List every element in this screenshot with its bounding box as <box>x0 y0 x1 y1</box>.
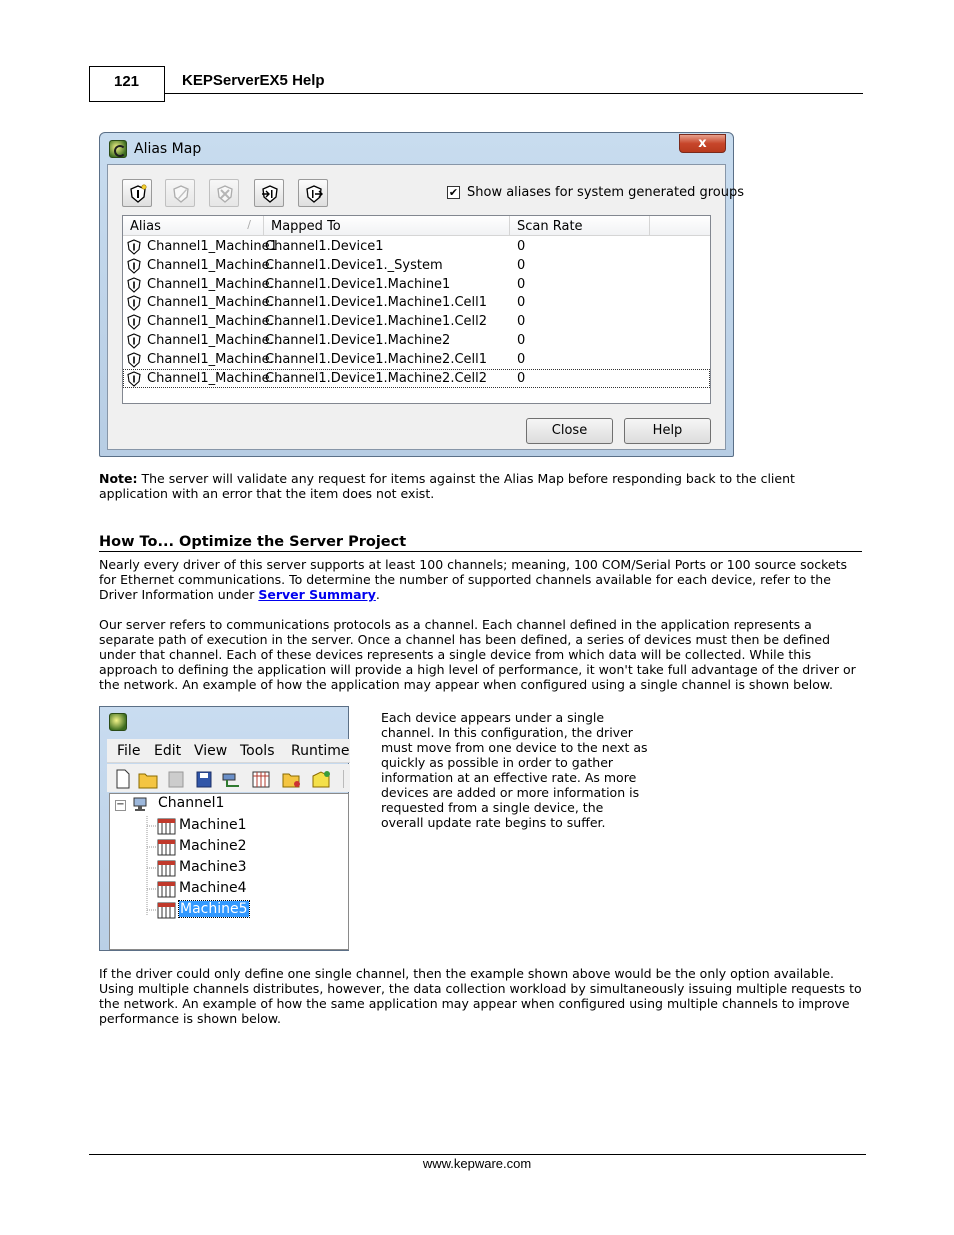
mapped-to-cell: Channel1.Device1.Machine2.Cell1 <box>265 351 488 367</box>
intro-paragraph <box>99 557 864 602</box>
tree-device-3[interactable] <box>179 859 247 875</box>
scan-rate-cell: 0 <box>517 333 526 348</box>
show-aliases-checkbox[interactable]: ✔ <box>448 186 459 199</box>
tree-device-1[interactable] <box>179 817 247 833</box>
menu-edit[interactable]: Edit <box>154 743 182 759</box>
mapped-to-cell: Channel1.Device1.Machine1 <box>265 276 451 292</box>
alias-row[interactable] <box>123 293 710 312</box>
export-alias-button[interactable] <box>298 179 328 207</box>
note-text: The server will validate any request for items against the Alias Map before responding back to the client application with an error that the item does not exist. <box>99 471 795 501</box>
new-device-icon <box>253 772 269 787</box>
new-alias-icon <box>128 184 148 204</box>
menu-view[interactable]: View <box>194 743 228 759</box>
alias-icon <box>126 352 142 368</box>
side-paragraph: Each device appears under a single channel. In this configuration, the driver must move from one device to the next as quickly as possible in order to gather information at an effective rate. As more devices are added or more information is requested from a single device, the overall update rate begins to suffer. <box>381 710 648 830</box>
alias-cell: Channel1_Machine... <box>147 333 282 348</box>
alias-cell: Channel1_Machine... <box>147 314 282 330</box>
device-icon <box>157 818 176 839</box>
alias-icon <box>126 258 142 274</box>
export-alias-icon <box>304 184 324 204</box>
alias-icon <box>126 295 142 311</box>
alias-icon <box>126 277 142 293</box>
save-as-icon <box>197 772 211 787</box>
alias-map-client-area <box>107 164 744 450</box>
note-label: Note: <box>99 471 138 486</box>
close-button[interactable]: Close <box>526 418 613 444</box>
menu-bar <box>107 739 350 763</box>
menu-file[interactable]: File <box>117 743 141 759</box>
mapped-to-cell: Channel1.Device1.Machine2 <box>265 333 451 348</box>
menu-tools[interactable]: Tools <box>240 743 275 759</box>
window-close-button[interactable]: x <box>679 134 726 153</box>
alias-row[interactable] <box>123 369 710 388</box>
new-tag-icon <box>313 771 330 787</box>
scan-rate-cell: 0 <box>517 239 526 254</box>
channel-paragraph: Our server refers to communications protocols as a channel. Each channel defined in the application represents a separate path of execution in the server. Once a channel has been defined, a series of devices must then be defined under that channel. Each of these devices represents a single device from which data will be collected. While this approach to defining the application will provide a high level of performance, it won't take full advantage of the driver or the network. An example of how the application may appear when configured using a single channel is shown below. <box>99 617 856 692</box>
tree-device-label: Machine4 <box>179 880 247 896</box>
header-rule <box>165 93 863 94</box>
scan-rate-cell: 0 <box>517 257 526 273</box>
toolbar-icons <box>107 764 350 792</box>
kepware-app-icon <box>109 140 127 158</box>
menu-runtime[interactable]: Runtime <box>291 743 350 759</box>
tree-device-4[interactable] <box>179 880 247 896</box>
project-tree[interactable] <box>109 793 349 950</box>
column-alias[interactable]: Alias ∕ <box>123 216 264 236</box>
tree-device-label: Machine3 <box>179 859 247 875</box>
tree-device-5[interactable] <box>179 901 249 917</box>
scan-rate-cell: 0 <box>517 295 526 311</box>
mapped-to-cell: Channel1.Device1._System <box>265 257 443 273</box>
connect-icon <box>223 774 239 786</box>
alias-row[interactable] <box>123 256 710 275</box>
header-title: KEPServerEX5 Help <box>182 72 325 89</box>
server-summary-link[interactable]: Server Summary <box>258 587 376 602</box>
app-toolbar <box>107 764 350 792</box>
device-icon <box>157 902 176 923</box>
help-button[interactable] <box>624 418 711 444</box>
alias-map-window <box>99 132 744 457</box>
new-project-icon <box>117 770 129 788</box>
open-project-icon <box>139 774 157 788</box>
new-group-icon <box>283 774 300 787</box>
mapped-to-cell: Channel1.Device1.Machine1.Cell1 <box>265 295 488 311</box>
intro-text: Nearly every driver of this server supports at least 100 channels; meaning, 100 COM/Serial Ports or 100 source sockets for Ethernet communications. To determine the number of supported channels available for each device, refer to the Driver Information under <box>99 557 848 602</box>
tree-device-label: Machine5 <box>180 901 248 917</box>
footer-url: www.kepware.com <box>422 1156 532 1171</box>
alias-row[interactable] <box>123 312 710 331</box>
scan-rate-cell: 0 <box>517 276 526 292</box>
alias-icon <box>126 239 142 255</box>
scan-rate-cell: 0 <box>517 370 526 386</box>
kepware-app-icon-small <box>109 713 127 731</box>
show-aliases-label: Show aliases for system generated groups <box>467 185 744 200</box>
alias-icon <box>126 371 142 387</box>
sort-indicator-icon: ∕ <box>247 218 251 231</box>
alias-cell: Channel1_Machine... <box>147 295 282 311</box>
new-alias-button[interactable] <box>122 179 152 207</box>
alias-row[interactable] <box>123 350 710 369</box>
import-alias-button[interactable] <box>254 179 284 207</box>
delete-alias-icon <box>215 184 235 204</box>
mapped-to-cell: Channel1.Device1.Machine1.Cell2 <box>265 314 488 330</box>
alias-row[interactable] <box>123 237 710 256</box>
tree-device-label: Machine2 <box>179 838 247 854</box>
note-paragraph <box>99 471 864 501</box>
page-number: 121 <box>89 66 165 102</box>
tree-device-label: Machine1 <box>179 817 247 833</box>
tree-expander[interactable]: − <box>116 799 125 810</box>
tree-device-2[interactable] <box>179 838 247 854</box>
mapped-to-cell: Channel1.Device1.Machine2.Cell2 <box>265 370 488 386</box>
delete-alias-button[interactable] <box>209 179 239 207</box>
section-heading: How To... Optimize the Server Project <box>99 534 862 552</box>
alias-cell: Channel1_Machine... <box>147 257 282 273</box>
device-icon <box>157 881 176 902</box>
alias-icon <box>126 333 142 349</box>
mapped-to-cell: Channel1.Device1 <box>265 239 384 254</box>
edit-alias-button[interactable] <box>165 179 195 207</box>
device-icon <box>157 839 176 860</box>
alias-cell: Channel1_Machine... <box>147 370 282 386</box>
save-disabled-icon <box>169 772 183 787</box>
multi-channel-paragraph: If the driver could only define one single channel, then the example shown above would be the only option available. Using multiple channels distributes, however, the data collection workload by simultaneously issuing multiple requests to the network. An example of how the same application may appear when configured using multiple channels to improve performance is shown below. <box>99 966 862 1026</box>
alias-row[interactable] <box>123 275 710 294</box>
column-mapped-to[interactable]: Mapped To <box>264 216 510 236</box>
scan-rate-cell: 0 <box>517 351 526 367</box>
column-scan-rate[interactable]: Scan Rate <box>510 216 650 236</box>
alias-list[interactable] <box>122 215 711 404</box>
help-button-label: Help <box>652 423 683 438</box>
footer-rule <box>89 1154 866 1155</box>
intro-text-end: . <box>375 587 380 602</box>
alias-row[interactable] <box>123 331 710 350</box>
channel-icon <box>132 796 152 814</box>
alias-cell: Channel1_Machine1 <box>147 239 278 254</box>
tree-channel1[interactable]: Channel1 <box>158 795 225 811</box>
scan-rate-cell: 0 <box>517 314 526 330</box>
alias-list-header <box>123 216 710 236</box>
import-alias-icon <box>260 184 280 204</box>
alias-cell: Channel1_Machine... <box>147 351 282 367</box>
alias-map-title: Alias Map <box>134 141 202 157</box>
server-app-window <box>99 706 349 951</box>
alias-icon <box>126 314 142 330</box>
edit-alias-icon <box>171 184 191 204</box>
alias-cell: Channel1_Machine... <box>147 276 282 292</box>
device-icon <box>157 860 176 881</box>
